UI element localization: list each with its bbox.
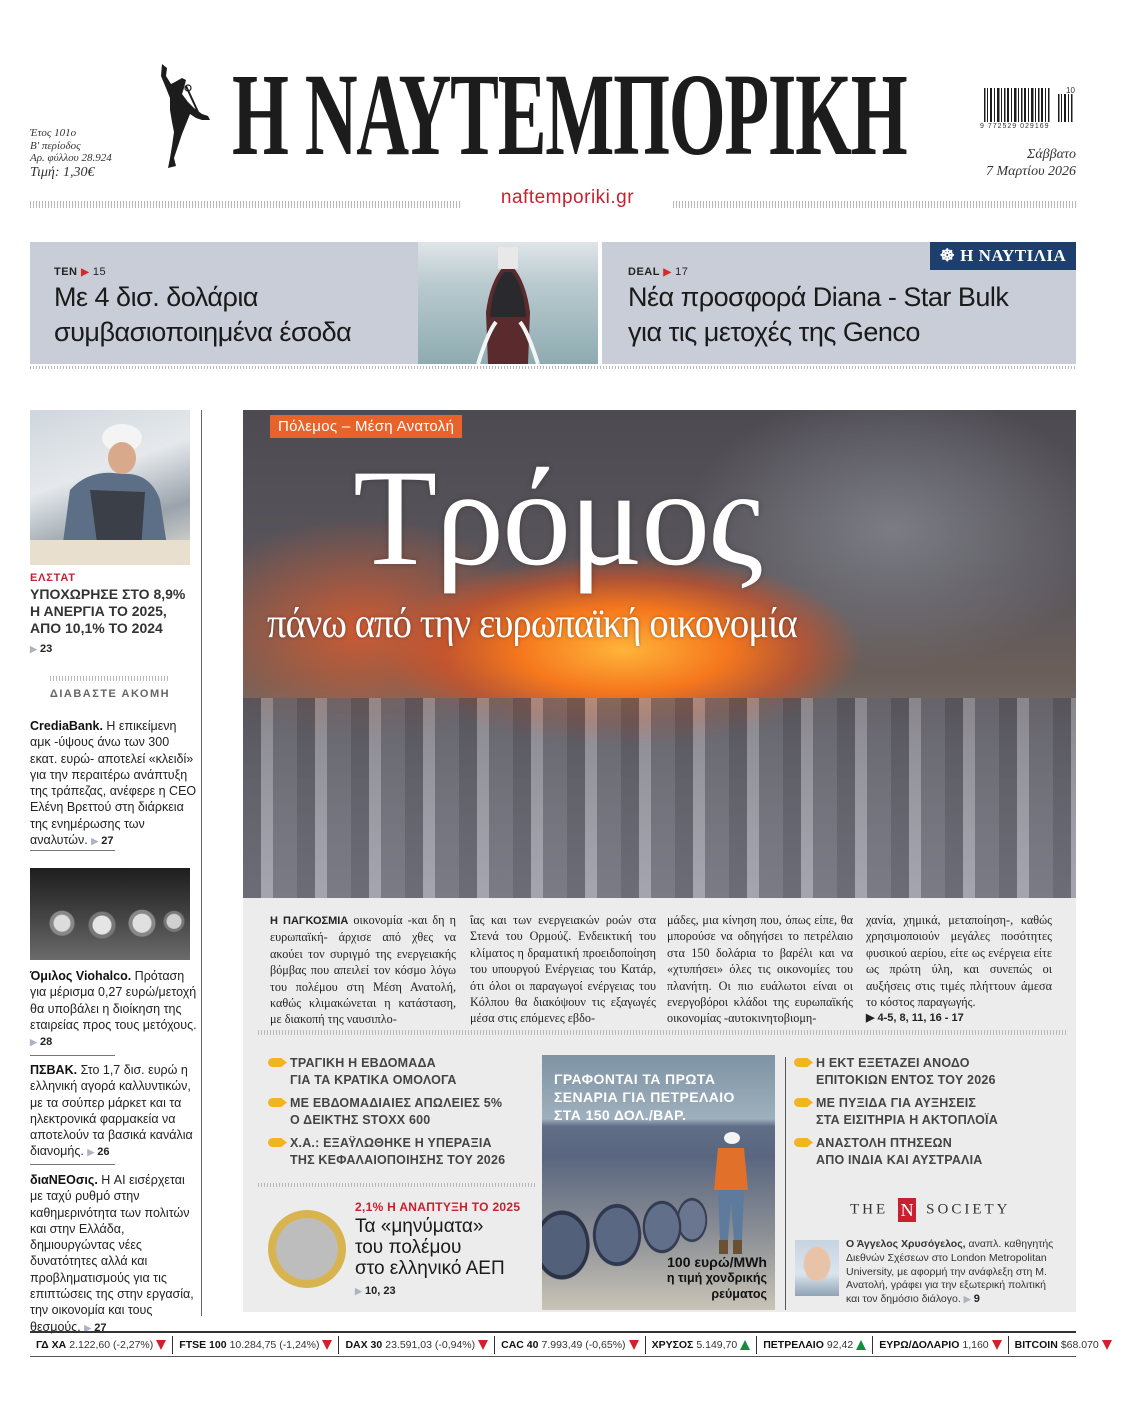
dotted-divider: [50, 676, 170, 681]
bullet-item[interactable]: [792, 1135, 1072, 1168]
bullet-arrow-icon: [268, 1138, 287, 1147]
bullet-list-right: [792, 1055, 1072, 1175]
author-portrait: [795, 1240, 839, 1296]
ticker-value: 5.149,70: [696, 1338, 738, 1351]
bullet-arrow-icon: [794, 1058, 813, 1067]
city-skyline-photo: [243, 698, 1076, 898]
teaser-tag: [628, 262, 688, 280]
tanker-ship-photo: [418, 242, 598, 364]
society-blurb[interactable]: [846, 1238, 1056, 1307]
issue-period: Β' περίοδος: [30, 139, 81, 152]
brief-divider: [30, 1055, 115, 1056]
brief-psvak[interactable]: [30, 1062, 198, 1161]
hermes-logo-icon: [158, 62, 216, 170]
bullet-item[interactable]: [792, 1055, 1072, 1088]
bullet-line: ΕΠΙΤΟΚΙΩΝ ΕΝΤΟΣ ΤΟΥ 2026: [816, 1072, 996, 1087]
lead-headline: [30, 586, 195, 637]
headline-line: Η ΑΝΕΡΓΙΑ ΤΟ 2025,: [30, 603, 167, 619]
ticker-item-bitcoin: [1009, 1336, 1118, 1354]
ticker-value: 7.993,49 (-0,65%): [541, 1338, 626, 1351]
down-triangle-icon: [156, 1340, 166, 1350]
dotted-divider: [258, 1183, 536, 1187]
ticker-item-cac: [495, 1336, 645, 1354]
headline-line: ΣΕΝΑΡΙΑ ΓΙΑ ΠΕΤΡΕΛΑΙΟ: [554, 1089, 735, 1105]
brief-lead: Όμιλος Viohalco.: [30, 969, 132, 983]
lead-brief[interactable]: [30, 572, 195, 655]
headline-line: ΣΤΑ 150 ΔΟΛ./ΒΑΡ.: [554, 1107, 687, 1123]
page-ref: 26: [97, 1146, 110, 1159]
page-ref: 28: [39, 1036, 53, 1049]
barcode-icon: [982, 88, 1078, 122]
page-ref: 9: [973, 1293, 980, 1306]
gdp-teaser[interactable]: [355, 1200, 535, 1297]
headline-line: ΑΠΟ 10,1% ΤΟ 2024: [30, 620, 163, 636]
arrow-right-icon: ▶: [91, 836, 99, 847]
website-link[interactable]: naftemporiki.gr: [500, 187, 635, 208]
ticker-label: BITCOIN: [1014, 1338, 1058, 1351]
ticker-label: CAC 40: [501, 1338, 539, 1351]
bullet-item[interactable]: [266, 1055, 536, 1088]
bullet-line: ΤΗΣ ΚΕΦΑΛΑΙΟΠΟΙΗΣΗΣ ΤΟΥ 2026: [290, 1152, 506, 1167]
newspaper-title: Η ΝΑΥΤΕΜΠΟΡΙΚΗ: [232, 49, 907, 180]
down-triangle-icon: [629, 1340, 639, 1350]
page-ref: 27: [94, 1321, 107, 1334]
worker-figure-icon: [712, 1130, 750, 1260]
page-ref: 17: [675, 266, 689, 278]
brief-divider: [30, 850, 115, 851]
arrow-right-icon: ▶: [355, 1286, 362, 1296]
column-divider: [201, 410, 202, 1316]
tag-label: DEAL: [628, 266, 660, 278]
caption-line: 100 ευρώ/MWh: [667, 1254, 767, 1270]
brief-dianeosis[interactable]: [30, 1172, 198, 1336]
bullet-list-left: [266, 1055, 536, 1175]
bullet-line: ΜΕ ΕΒΔΟΜΑΔΙΑΙΕΣ ΑΠΩΛΕΙΕΣ 5%: [290, 1096, 503, 1110]
arrow-right-icon: ▶: [87, 1147, 95, 1158]
caption-line: ρεύματος: [711, 1287, 767, 1301]
hero-subheadline: πάνω από την ευρωπαϊκή οικονομία: [267, 601, 797, 647]
brief-crediabank[interactable]: [30, 718, 198, 849]
headline-line: ΓΡΑΦΟΝΤΑΙ ΤΑ ΠΡΩΤΑ: [554, 1071, 716, 1087]
headline-line: για τις μετοχές της Genco: [628, 317, 920, 347]
ticker-item-gdxa: [30, 1336, 173, 1354]
bullet-item[interactable]: [792, 1095, 1072, 1128]
page-ref: 4-5, 8, 11, 16 - 17: [877, 1012, 964, 1025]
ticker-item-eurusd: [873, 1336, 1008, 1354]
bullet-item[interactable]: [266, 1095, 536, 1128]
bullet-arrow-icon: [794, 1098, 813, 1107]
brief-text: Η AI εισέρχεται με ταχύ ρυθμό στην καθημερινότητα των πολιτών και στην Ελλάδα, δημιουργώντας νέες δυνατότητες αλλά και προβληματισμούς για τις επιπτώσεις της στην εργασία, την οικονομία και τους θεσμούς.: [30, 1173, 194, 1334]
steel-rolls-photo: [30, 868, 190, 960]
badge-label: Η ΝΑΥΤΙΛΙΑ: [960, 246, 1067, 265]
arrow-right-icon: ▶: [963, 1294, 971, 1305]
page-ref: 15: [92, 266, 107, 278]
article-text: χανία, χημικά, μεταποίηση-, καθώς χρησιμοποιούν μεγάλες ποσότητες φυσικού αερίου, είτε ως ενέργεια είτε ως πρώτη ύλη, και συνεπώς οι αυξήσεις στις τιμές πλήττουν άμεσα το κόστος παραγωγής.: [866, 913, 1052, 1010]
ticker-item-ftse: [173, 1336, 339, 1354]
bullet-line: Χ.Α.: ΕΞΑΫΛΩΘΗΚΕ Η ΥΠΕΡΑΞΙΑ: [290, 1136, 492, 1150]
date: 7 Μαρτίου 2026: [985, 164, 1076, 179]
brief-lead: CrediaBank.: [30, 719, 103, 733]
ship-icon: [418, 242, 598, 364]
article-column-1: [270, 912, 456, 1028]
author-name: Ο Άγγελος Χρυσόγελος,: [846, 1238, 966, 1250]
the-n-society-logo: [850, 1198, 1011, 1222]
teaser-tag: [54, 262, 106, 280]
page-ref: 10, 23: [364, 1285, 396, 1297]
bullet-item[interactable]: [266, 1135, 536, 1168]
ticker-label: FTSE 100: [179, 1338, 227, 1351]
headline-line: του πολέμου: [355, 1237, 462, 1258]
ticker-value: 1,160: [962, 1338, 989, 1351]
bullet-line: ΤΡΑΓΙΚΗ Η ΕΒΔΟΜΑΔΑ: [290, 1056, 436, 1070]
ticker-value: 92,42: [826, 1338, 854, 1351]
up-triangle-icon: [740, 1340, 750, 1350]
ticker-label: ΓΔ ΧΑ: [36, 1338, 67, 1351]
article-column-3: μάδες, μια κίνηση που, όπως είπε, θα μπορούσε να οδηγήσει το πετρέλαιο στα 150 δολάρια το βαρέλι και να «χτυπήσει» όλες τις οικονομίες του πλανήτη. Οι πιο ευάλωτοι είναι οι ενεργοβόροι κλάδοι της ευρωπαϊκής οικονομίας -αυτοκινητοβιομη-: [667, 913, 853, 1026]
bullet-line: ΑΠΟ ΙΝΔΙΑ ΚΑΙ ΑΥΣΤΡΑΛΙΑ: [816, 1152, 983, 1167]
arrow-right-icon: ▶: [30, 1037, 37, 1048]
brief-lead: διαΝΕΟσις.: [30, 1173, 98, 1187]
headline-line: συμβασιοποιημένα έσοδα: [54, 317, 352, 347]
n-logo-icon: N: [898, 1198, 916, 1222]
barcode-number: 9 772529 029169: [980, 123, 1050, 130]
nautilia-section-badge: [930, 242, 1076, 270]
bullet-line: Η ΕΚΤ ΕΞΕΤΑΖΕΙ ΑΝΟΔΟ: [816, 1056, 970, 1070]
headline-line: Τα «μηνύματα»: [355, 1216, 484, 1237]
arrow-right-icon: ▶: [84, 1322, 92, 1333]
headline-line: Νέα προσφορά Diana - Star Bulk: [628, 282, 1009, 312]
headline-line: Με 4 δισ. δολάρια: [54, 282, 258, 312]
ticker-label: ΠΕΤΡΕΛΑΙΟ: [763, 1338, 824, 1351]
arrow-right-icon: ▶: [81, 267, 90, 278]
bullet-line: Ο ΔΕΙΚΤΗΣ STOXX 600: [290, 1112, 431, 1127]
article-lead-caps: Η ΠΑΓΚΟΣΜΙΑ: [270, 915, 349, 927]
publication-date: [986, 146, 1076, 180]
down-triangle-icon: [1102, 1340, 1112, 1350]
column-divider: [785, 1057, 786, 1310]
bullet-arrow-icon: [268, 1058, 287, 1067]
page-ref: 23: [39, 643, 53, 655]
bullet-line: ΣΤΑ ΕΙΣΙΤΗΡΙΑ Η ΑΚΤΟΠΛΟΪΑ: [816, 1112, 998, 1127]
brief-text: Πρόταση για μέρισμα 0,27 ευρώ/μετοχή θα υποβάλει η διοίκηση της εταιρείας προς τους μετόχους.: [30, 969, 197, 1032]
tag-label: TEN: [54, 266, 78, 278]
weekday: Σάββατο: [1027, 147, 1076, 162]
brief-text: Η επικείμενη αμκ -ύψους άνω των 300 εκατ. ευρώ- αποτελεί «κλειδί» για την περαιτέρω ανάπτυξη της τράπεζας, ανέφερε η CEO Ελένη Βρεττού στη διάρκεια της ενημέρωσης των αναλυτών.: [30, 719, 197, 848]
down-triangle-icon: [992, 1340, 1002, 1350]
teaser-headline: [628, 280, 1008, 350]
page-ref: 27: [101, 835, 114, 848]
market-ticker: [30, 1331, 1099, 1357]
brief-viohalco[interactable]: [30, 968, 198, 1050]
logo-text: THE: [850, 1201, 889, 1218]
worker-illustration-icon: [30, 410, 190, 565]
issue-info: [30, 127, 112, 181]
article-column-4: [866, 912, 1052, 1027]
bullet-line: ΑΝΑΣΤΟΛΗ ΠΤΗΣΕΩΝ: [816, 1136, 952, 1150]
ticker-item-oil: [757, 1336, 873, 1354]
ticker-value: 23.591,03 (-0,94%): [385, 1338, 476, 1351]
ticker-value: $68.070: [1060, 1338, 1099, 1351]
hero-photo[interactable]: [243, 410, 1076, 898]
brief-lead: ΠΣΒΑΚ.: [30, 1063, 78, 1077]
article-text: οικονομία -και δη η ευρωπαϊκή- άρχισε από χθες να ακούει τον συριγμό της ενεργειακής βόμβας που απειλεί τον κόσμο λόγω του πολέμου στη Μέση Ανατολή, καθώς κλιμακώνεται η κατάσταση, με διακοπή της ναυσιπλο-: [270, 913, 456, 1027]
gdp-headline: [355, 1216, 535, 1279]
dotted-divider: [30, 366, 1076, 369]
down-triangle-icon: [478, 1340, 488, 1350]
ticker-label: DAX 30: [345, 1338, 383, 1351]
logo-text: SOCIETY: [926, 1201, 1011, 1218]
headline-line: ΥΠΟΧΩΡΗΣΕ ΣΤΟ 8,9%: [30, 586, 186, 602]
ticker-label: ΕΥΡΩ/ΔΟΛΑΡΙΟ: [879, 1338, 960, 1351]
gdp-kicker: 2,1% Η ΑΝΑΠΤΥΞΗ ΤΟ 2025: [355, 1200, 521, 1214]
ticker-item-gold: [646, 1336, 758, 1354]
electricity-price-caption: [667, 1254, 767, 1302]
hero-headline: Τρόμος: [353, 441, 761, 594]
up-triangle-icon: [856, 1340, 866, 1350]
ship-wheel-icon: ☸: [939, 246, 956, 265]
bullet-arrow-icon: [794, 1138, 813, 1147]
arrow-right-icon: ▶: [663, 267, 672, 278]
bullet-arrow-icon: [268, 1098, 287, 1107]
brief-divider: [30, 1164, 115, 1165]
teaser-headline: [54, 280, 351, 350]
worker-photo: [30, 410, 190, 565]
arrow-right-icon: ▶: [30, 644, 37, 654]
lead-kicker: ΕΛΣΤΑΤ: [30, 572, 76, 584]
headline-line: στο ελληνικό ΑΕΠ: [355, 1258, 505, 1279]
oil-box-headline: [554, 1070, 735, 1124]
euro-coin-photo: [268, 1210, 346, 1288]
issue-year: Έτος 101ο: [30, 127, 77, 139]
oil-scenario-box[interactable]: [542, 1055, 775, 1310]
teaser-deal[interactable]: [602, 242, 1076, 364]
ticker-label: ΧΡΥΣΟΣ: [651, 1338, 694, 1351]
ticker-value: 10.284,75 (-1,24%): [229, 1338, 320, 1351]
issue-sheet-number: Αρ. φύλλου 28.924: [30, 152, 112, 164]
bullet-line: ΜΕ ΠΥΞΙΔΑ ΓΙΑ ΑΥΞΗΣΕΙΣ: [816, 1096, 977, 1110]
arrow-right-icon: ▶: [866, 1012, 875, 1025]
section-kicker: Πόλεμος – Μέση Ανατολή: [270, 415, 462, 438]
dotted-divider: [30, 201, 462, 208]
dotted-divider: [258, 1030, 1066, 1035]
bullet-line: ΓΙΑ ΤΑ ΚΡΑΤΙΚΑ ΟΜΟΛΟΓΑ: [290, 1072, 457, 1087]
ticker-item-dax: [339, 1336, 495, 1354]
read-more-heading: ΔΙΑΒΑΣΤΕ ΑΚΟΜΗ: [49, 688, 171, 700]
teaser-ten[interactable]: [30, 242, 598, 364]
down-triangle-icon: [322, 1340, 332, 1350]
ticker-value: 2.122,60 (-2,27%): [69, 1338, 154, 1351]
barcode-addon: 10: [1066, 86, 1075, 95]
blurb-text: αναπλ. καθηγητής Διεθνών Σχέσεων στο London Metropolitan University, με αφορμή την ανάφλεξη στη Μ. Ανατολή, γράφει για την εξωτερική πολιτική και τον δημόσιο διάλογο.: [846, 1238, 1054, 1306]
dotted-divider: [673, 201, 1076, 208]
brief-text: Στο 1,7 δισ. ευρώ η ελληνική αγορά καλλυντικών, με τα σούπερ μάρκετ και τα ηλεκτρονικά φαρμακεία να αποτελούν τα βασικά κανάλια διανομής.: [30, 1063, 193, 1159]
issue-price: Τιμή: 1,30€: [30, 164, 95, 180]
article-column-2: ΐας και των ενεργειακών ροών στα Στενά του Ορμούζ. Ενδεικτική του κλίματος η δραματική προειδοποίηση του υπουργού Ενέργειας του Κατάρ, ότι όλοι οι παραγωγοί ενέργειας του Κόλπου θα διακόψουν τις εξαγωγές μέσα στις επόμενες εβδο-: [470, 913, 656, 1026]
caption-line: η τιμή χονδρικής: [666, 1271, 767, 1285]
